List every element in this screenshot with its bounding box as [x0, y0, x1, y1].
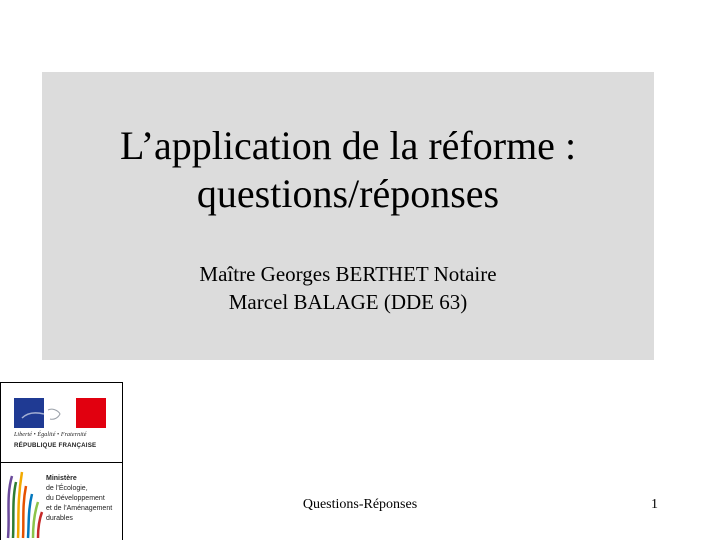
- footer-text: Questions-Réponses: [302, 497, 418, 512]
- republic-motto: Liberté • Égalité • Fraternité: [14, 432, 87, 438]
- ministry-stripes-icon: [4, 466, 44, 540]
- title-box: [42, 72, 654, 360]
- republique-francaise-label: RÉPUBLIQUE FRANÇAISE: [14, 442, 97, 449]
- slide-title-line-2: questions/réponses: [196, 171, 500, 216]
- ministry-line-4: et de l’Aménagement: [46, 505, 113, 512]
- subtitle-line-2: Marcel BALAGE (DDE 63): [228, 290, 468, 314]
- ministry-line-1: Ministère: [46, 475, 77, 482]
- ministry-name: [46, 474, 112, 524]
- ministry-logo: [0, 382, 124, 540]
- subtitle-line-1: Maître Georges BERTHET Notaire: [199, 262, 497, 286]
- slide-title-line-1: L’application de la réforme :: [119, 123, 577, 168]
- slide-subtitle: [42, 260, 654, 316]
- ministry-line-2: de l’Écologie,: [46, 485, 88, 492]
- ministry-line-3: du Développement: [46, 495, 105, 502]
- page-number: 1: [651, 497, 658, 512]
- ministry-line-5: durables: [46, 515, 73, 522]
- marianne-flag-icon: [14, 398, 106, 428]
- slide-title: [42, 122, 654, 218]
